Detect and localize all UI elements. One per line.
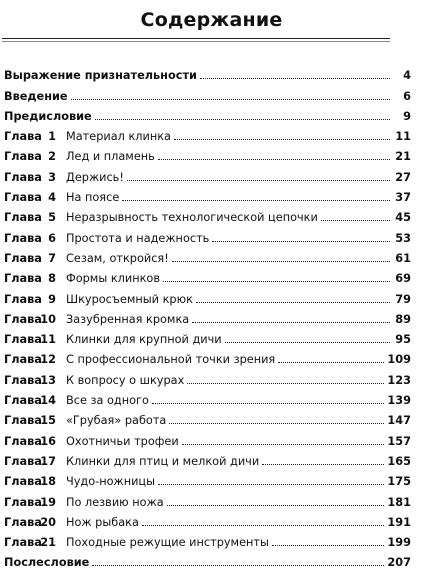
- entry-title: Чудо-ножницы: [66, 475, 156, 489]
- dot-leader: [182, 443, 385, 445]
- chapter-number: 15: [40, 414, 56, 428]
- dot-leader: [172, 260, 390, 262]
- chapter-label: Глава: [4, 353, 42, 367]
- entry-page: 37: [395, 191, 411, 205]
- entry-page: 123: [387, 373, 411, 387]
- chapter-label: Глава: [4, 272, 42, 286]
- dot-leader: [196, 301, 390, 303]
- chapter-number: 21: [40, 536, 56, 550]
- entry-page: 191: [387, 515, 411, 529]
- entry-page: 95: [395, 333, 411, 347]
- chapter-number: 3: [48, 170, 56, 184]
- page-title: Содержание: [140, 9, 283, 31]
- entry-page: 11: [395, 130, 411, 144]
- dot-leader: [163, 280, 390, 282]
- chapter-number: 1: [48, 130, 56, 144]
- toc-entry-chapter[interactable]: [4, 488, 411, 508]
- chapter-label: Глава: [4, 251, 42, 265]
- entry-page: 207: [387, 556, 411, 569]
- entry-title: Формы клинков: [66, 272, 161, 286]
- chapter-label: Глава: [4, 130, 42, 144]
- chapter-number: 16: [40, 434, 56, 448]
- chapter-label: Глава: [4, 231, 42, 245]
- entry-title: Простота и надежность: [66, 231, 210, 245]
- entry-title: Нож рыбака: [66, 515, 139, 529]
- chapter-number: 11: [40, 333, 56, 347]
- entry-title: Походные режущие инструменты: [66, 536, 269, 550]
- entry-title: Клинки для птиц и мелкой дичи: [66, 454, 260, 468]
- entry-title: Держись!: [66, 170, 124, 184]
- dot-leader: [262, 463, 384, 465]
- chapter-label: Глава: [4, 211, 42, 225]
- dot-leader: [169, 422, 384, 424]
- entry-page: 79: [395, 292, 411, 306]
- chapter-label: Глава: [4, 292, 42, 306]
- toc-entry-chapter[interactable]: [4, 204, 411, 224]
- chapter-label: Глава: [4, 454, 42, 468]
- dot-leader: [142, 524, 385, 526]
- dot-leader: [200, 77, 390, 79]
- toc-entry-chapter[interactable]: [4, 407, 411, 427]
- toc-entry-chapter[interactable]: [4, 326, 411, 346]
- entry-page: 9: [403, 109, 411, 123]
- chapter-number: 14: [40, 394, 56, 408]
- chapter-number: 17: [40, 454, 56, 468]
- entry-title: К вопросу о шкурах: [66, 373, 185, 387]
- entry-title: Шкуросъемный крюк: [66, 292, 193, 306]
- chapter-number: 6: [48, 231, 56, 245]
- entry-page: 181: [387, 495, 411, 509]
- entry-page: 175: [387, 475, 411, 489]
- dot-leader: [152, 402, 385, 404]
- chapter-number: 10: [40, 312, 56, 326]
- entry-page: 61: [395, 251, 411, 265]
- dot-leader: [321, 219, 390, 221]
- chapter-number: 8: [48, 272, 56, 286]
- entry-title: Охотничьи трофеи: [66, 434, 179, 448]
- chapter-label: Глава: [4, 150, 42, 164]
- toc-entry-chapter[interactable]: [4, 448, 411, 468]
- chapter-label: Глава: [4, 312, 42, 326]
- dot-leader: [278, 361, 384, 363]
- chapter-number: 5: [48, 211, 56, 225]
- entry-title: Неразрывность технологической цепочки: [66, 211, 318, 225]
- entry-title: Послесловие: [4, 556, 90, 569]
- toc-entry-chapter[interactable]: [4, 245, 411, 265]
- entry-title: Все за одного: [66, 394, 149, 408]
- toc-entry-chapter[interactable]: [4, 123, 411, 143]
- chapter-number: 7: [48, 251, 56, 265]
- table-of-contents: [4, 62, 411, 569]
- toc-entry[interactable]: [4, 549, 411, 569]
- entry-title: Материал клинка: [66, 130, 171, 144]
- title-rule: [2, 38, 390, 39]
- toc-entry-chapter[interactable]: [4, 265, 411, 285]
- entry-page: 199: [387, 536, 411, 550]
- toc-entry[interactable]: [4, 62, 411, 82]
- chapter-label: Глава: [4, 515, 42, 529]
- chapter-label: Глава: [4, 475, 42, 489]
- toc-entry-chapter[interactable]: [4, 306, 411, 326]
- dot-leader: [192, 321, 390, 323]
- toc-entry[interactable]: [4, 103, 411, 123]
- chapter-label: Глава: [4, 434, 42, 448]
- entry-page: 109: [387, 353, 411, 367]
- chapter-label: Глава: [4, 170, 42, 184]
- dot-leader: [225, 341, 390, 343]
- dot-leader: [158, 483, 384, 485]
- chapter-label: Глава: [4, 373, 42, 387]
- dot-leader: [212, 240, 390, 242]
- entry-page: 45: [395, 211, 411, 225]
- entry-title: Зазубренная кромка: [66, 312, 190, 326]
- dot-leader: [92, 564, 384, 566]
- entry-page: 165: [387, 454, 411, 468]
- dot-leader: [272, 544, 385, 546]
- chapter-number: 2: [48, 150, 56, 164]
- dot-leader: [127, 179, 390, 181]
- toc-entry-chapter[interactable]: [4, 529, 411, 549]
- entry-title: С профессиональной точки зрения: [66, 353, 276, 367]
- chapter-label: Глава: [4, 495, 42, 509]
- entry-title: По лезвию ножа: [66, 495, 164, 509]
- entry-title: Выражение признательности: [4, 69, 197, 83]
- dot-leader: [167, 504, 385, 506]
- dot-leader: [158, 158, 390, 160]
- chapter-number: 18: [40, 475, 56, 489]
- toc-entry-chapter[interactable]: [4, 468, 411, 488]
- toc-entry-chapter[interactable]: [4, 285, 411, 305]
- entry-page: 147: [387, 414, 411, 428]
- entry-page: 69: [395, 272, 411, 286]
- entry-title: Сезам, откройся!: [66, 251, 169, 265]
- entry-page: 157: [387, 434, 411, 448]
- entry-page: 139: [387, 394, 411, 408]
- entry-title: «Грубая» работа: [66, 414, 167, 428]
- entry-title: Лед и пламень: [66, 150, 155, 164]
- entry-title: Клинки для крупной дичи: [66, 333, 222, 347]
- chapter-number: 19: [40, 495, 56, 509]
- toc-entry-chapter[interactable]: [4, 163, 411, 183]
- chapter-number: 13: [40, 373, 56, 387]
- toc-entry[interactable]: [4, 82, 411, 102]
- chapter-number: 9: [48, 292, 56, 306]
- chapter-number: 12: [40, 353, 56, 367]
- toc-entry-chapter[interactable]: [4, 224, 411, 244]
- dot-leader: [187, 382, 384, 384]
- dot-leader: [122, 199, 390, 201]
- toc-entry-chapter[interactable]: [4, 143, 411, 163]
- title-rule-thin: [2, 41, 390, 42]
- entry-title: Введение: [4, 89, 68, 103]
- chapter-label: Глава: [4, 191, 42, 205]
- chapter-label: Глава: [4, 394, 42, 408]
- toc-entry-chapter[interactable]: [4, 346, 411, 366]
- chapter-number: 20: [40, 515, 56, 529]
- toc-entry-chapter[interactable]: [4, 427, 411, 447]
- dot-leader: [95, 118, 390, 120]
- entry-title: Предисловие: [4, 109, 92, 123]
- dot-leader: [71, 98, 390, 100]
- toc-entry-chapter[interactable]: [4, 366, 411, 386]
- entry-page: 27: [395, 170, 411, 184]
- entry-page: 53: [395, 231, 411, 245]
- chapter-label: Глава: [4, 333, 42, 347]
- chapter-number: 4: [48, 191, 56, 205]
- dot-leader: [174, 138, 390, 140]
- chapter-label: Глава: [4, 414, 42, 428]
- toc-entry-chapter[interactable]: [4, 509, 411, 529]
- entry-page: 4: [403, 69, 411, 83]
- toc-entry-chapter[interactable]: [4, 387, 411, 407]
- toc-entry-chapter[interactable]: [4, 184, 411, 204]
- entry-title: На поясе: [66, 191, 120, 205]
- entry-page: 21: [395, 150, 411, 164]
- entry-page: 6: [403, 89, 411, 103]
- chapter-label: Глава: [4, 536, 42, 550]
- entry-page: 89: [395, 312, 411, 326]
